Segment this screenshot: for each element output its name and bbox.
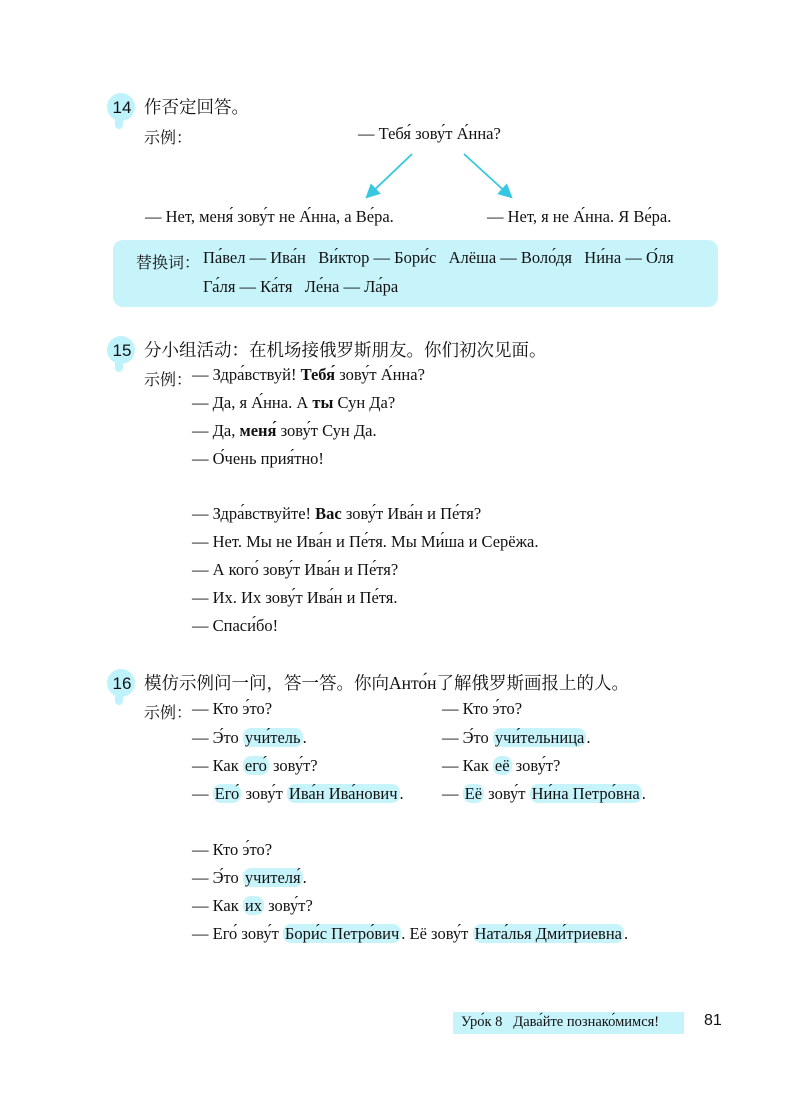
dialog-line-9: — Спаси́бо! [192, 616, 279, 635]
dialog-line-5: — Здра́вствуйте! Вас зову́т Ива́н и Пе́тя? [192, 504, 482, 523]
example-question: — Тебя́ зову́т А́нна? [358, 124, 501, 143]
exercise-16-title: 模仿示例问一问，答一答。你向Анто́н了解俄罗斯画报上的人。 [144, 673, 630, 693]
dialog-line-2: — Да, я А́нна. А ты Сун Да? [192, 393, 396, 412]
substitution-label: 替换词： [136, 255, 201, 272]
exercise-number-15: 15 [107, 336, 137, 366]
dialog-line-4: — О́чень прия́тно! [192, 449, 324, 468]
arrow-right [464, 154, 510, 196]
right-question-1: — Кто э́то? [442, 699, 523, 718]
exercise-15-title: 分小组活动：在机场接俄罗斯朋友。你们初次见面。 [144, 340, 547, 360]
practice-line-1: — Кто э́то? [192, 840, 273, 859]
footer-lesson: Уро́к 8 Дава́йте познако́мимся! [461, 1014, 660, 1030]
right-answer-2: — Её зову́т Ни́на Петро́вна . [442, 784, 646, 803]
example-answer-left: — Нет, меня́ зову́т не А́нна, а Ве́ра. [145, 207, 394, 226]
page-number: 81 [704, 1012, 722, 1029]
exercise-number-14: 14 [107, 93, 137, 123]
example-label: 示例： [144, 372, 193, 389]
left-answer-2: — Его́ зову́т Ива́н Ива́нович . [192, 784, 404, 803]
example-answer-right: — Нет, я не А́нна. Я Ве́ра. [487, 207, 672, 226]
dialog-line-6: — Нет. Мы не Ива́н и Пе́тя. Мы Ми́ша и Серёжа. [192, 532, 539, 551]
practice-line-4: — Его́ зову́т Бори́с Петро́вич . Её зову́т Ната́лья Дми́триевна . [192, 924, 629, 943]
practice-line-2: — Э́то учителя́ . [192, 868, 307, 887]
example-label: 示例： [144, 130, 193, 147]
right-answer-1: — Э́то учи́тельница . [442, 728, 591, 747]
substitution-row-1: Па́вел — Ива́н Ви́ктор — Бори́с Алёша — Воло́дя Ни́на — О́ля [203, 248, 674, 267]
substitution-row-2: Га́ля — Ка́тя Ле́на — Ла́ра [203, 277, 399, 296]
dialog-line-3: — Да, меня́ зову́т Сун Да. [192, 421, 377, 440]
example-label: 示例： [144, 705, 193, 722]
branch-arrows [360, 150, 520, 202]
right-question-2: — Как её зову́т? [442, 756, 561, 775]
left-answer-1: — Э́то учи́тель . [192, 728, 307, 747]
arrow-left [368, 154, 412, 196]
dialog-line-7: — А кого́ зову́т Ива́н и Пе́тя? [192, 560, 399, 579]
dialog-line-1: — Здра́вствуй! Тебя́ зову́т А́нна? [192, 365, 425, 384]
left-question-2: — Как его́ зову́т? [192, 756, 318, 775]
exercise-number-16: 16 [107, 669, 137, 699]
left-question-1: — Кто э́то? [192, 699, 273, 718]
dialog-line-8: — Их. Их зову́т Ива́н и Пе́тя. [192, 588, 398, 607]
exercise-14-title: 作否定回答。 [144, 97, 249, 117]
practice-line-3: — Как их зову́т? [192, 896, 313, 915]
